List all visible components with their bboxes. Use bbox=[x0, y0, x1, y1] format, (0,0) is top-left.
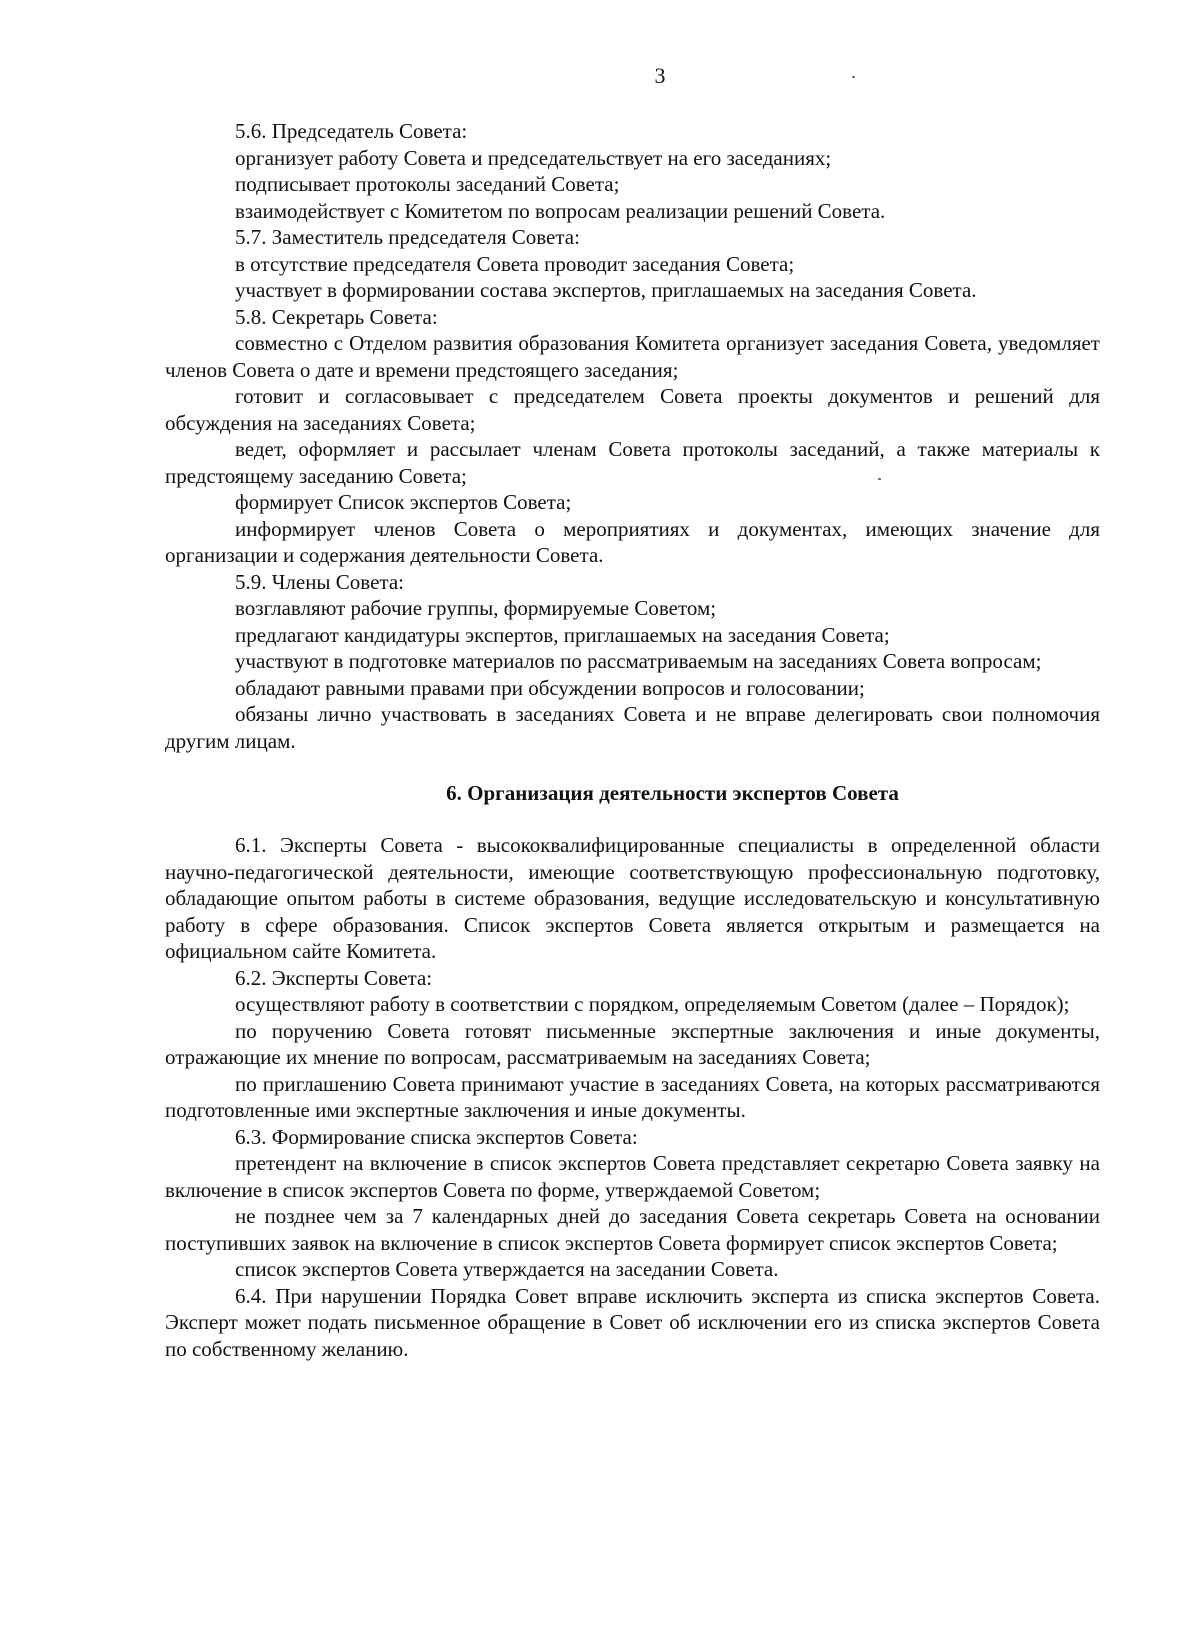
paragraph: возглавляют рабочие группы, формируемые Советом; bbox=[235, 596, 717, 620]
paragraph: претендент на включение в список экспертов Совета представляет секретарю Совета заявку на включение в список экспертов Совета по форме, утверждаемой Советом; bbox=[165, 1151, 1100, 1202]
paragraph: 6.4. При нарушении Порядка Совет вправе исключить эксперта из списка экспертов Совета. Эксперт может подать письменное обращение в Совет об исключении его из списка экспертов Совета по собственному желанию. bbox=[165, 1283, 1100, 1361]
paragraph: взаимодействует с Комитетом по вопросам реализации решений Совета. bbox=[235, 198, 886, 223]
section-6-body bbox=[165, 832, 1100, 1362]
paragraph: 6.2. Эксперты Совета: bbox=[235, 965, 433, 990]
paragraph: информирует членов Совета о мероприятиях и документах, имеющих значение для организации и содержания деятельности Совета. bbox=[165, 516, 1100, 567]
paragraph: в отсутствие председателя Совета проводит заседания Совета; bbox=[235, 251, 795, 276]
paragraph: 6.3. Формирование списка экспертов Совета: bbox=[235, 1124, 638, 1149]
paragraph: участвует в формировании состава экспертов, приглашаемых на заседания Совета. bbox=[235, 278, 977, 302]
section-5-body bbox=[165, 118, 1100, 754]
paragraph: организует работу Совета и председательствует на его заседаниях; bbox=[235, 145, 832, 170]
paragraph: совместно с Отделом развития образования Комитета организует заседания Совета, уведомляет членов Совета о дате и времени предстоящего заседания; bbox=[165, 331, 1100, 382]
paragraph: формирует Список экспертов Совета; bbox=[235, 490, 572, 514]
paragraph: 5.6. Председатель Совета: bbox=[235, 119, 468, 143]
paragraph: подписывает протоколы заседаний Совета; bbox=[235, 172, 620, 196]
paragraph: не позднее чем за 7 календарных дней до заседания Совета секретарь Совета на основании поступивших заявок на включение в список экспертов Совета формирует список экспертов Совета; bbox=[165, 1204, 1100, 1255]
section-6-heading: 6. Организация деятельности экспертов Совета bbox=[446, 781, 899, 805]
paragraph: готовит и согласовывает с председателем Совета проекты документов и решений для обсуждения на заседаниях Совета; bbox=[165, 384, 1100, 435]
paragraph: 5.7. Заместитель председателя Совета: bbox=[235, 225, 580, 249]
paragraph: обладают равными правами при обсуждении вопросов и голосовании; bbox=[235, 675, 865, 700]
paragraph: по поручению Совета готовят письменные экспертные заключения и иные документы, отражающие их мнение по вопросам, рассматриваемым на заседаниях Совета; bbox=[165, 1018, 1100, 1069]
paragraph: 5.8. Секретарь Совета: bbox=[235, 304, 438, 329]
paragraph: список экспертов Совета утверждается на заседании Совета. bbox=[235, 1257, 779, 1281]
paragraph: обязаны лично участвовать в заседаниях Совета и не вправе делегировать свои полномочия другим лицам. bbox=[165, 702, 1100, 753]
paragraph: ведет, оформляет и рассылает членам Совета протоколы заседаний, а также материалы к предстоящему заседанию Совета; bbox=[165, 437, 1100, 488]
paragraph: предлагают кандидатуры экспертов, приглашаемых на заседания Совета; bbox=[235, 622, 890, 647]
page-number: 3 bbox=[654, 63, 666, 88]
paragraph: 6.1. Эксперты Совета - высококвалифицированные специалисты в определенной области научно-педагогической деятельности, имеющие соответствующую профессиональную подготовку, обладающие опытом работы в системе образования, ведущие исследовательскую и консультативную работу в сфере образования. Список экспертов Совета является открытым и размещается на официальном сайте Комитета. bbox=[165, 833, 1100, 963]
paragraph: участвуют в подготовке материалов по рассматриваемым на заседаниях Совета вопросам; bbox=[235, 649, 1042, 673]
paragraph: осуществляют работу в соответствии с порядком, определяемым Советом (далее – Порядок); bbox=[235, 992, 1070, 1016]
scan-speck bbox=[878, 478, 881, 480]
paragraph: 5.9. Члены Совета: bbox=[235, 569, 405, 594]
paragraph: по приглашению Совета принимают участие в заседаниях Совета, на которых рассматриваются подготовленные ими экспертные заключения и иные документы. bbox=[165, 1071, 1100, 1122]
scan-speck bbox=[852, 76, 855, 78]
